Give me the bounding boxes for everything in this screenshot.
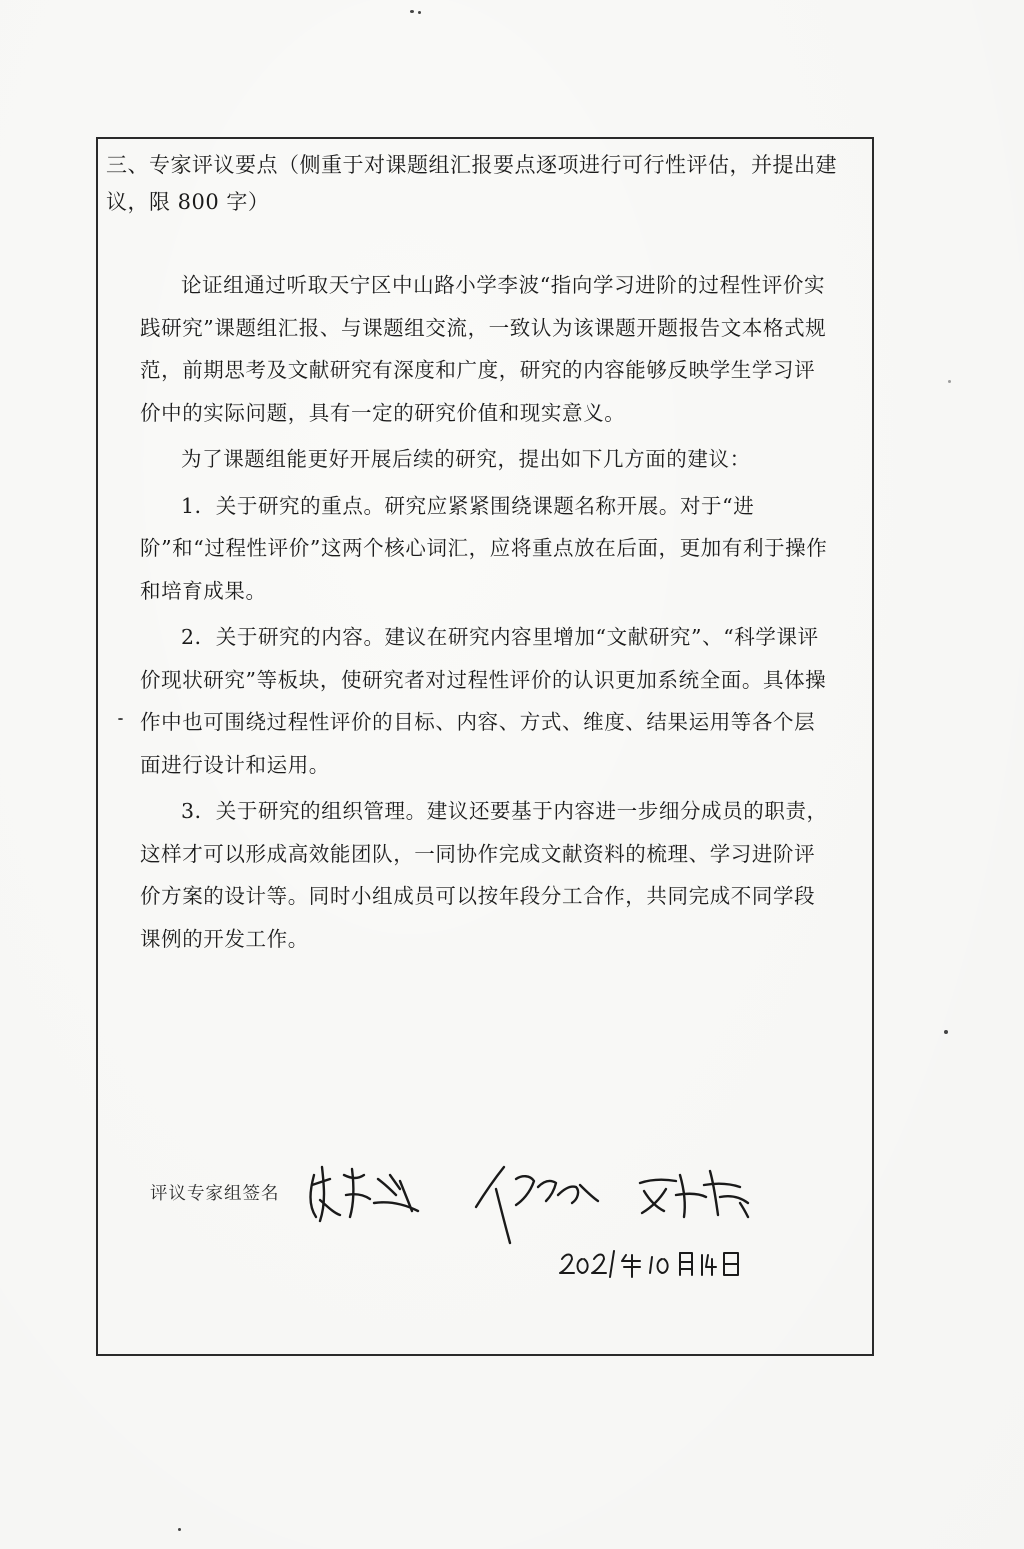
handwritten-signatures [300,1145,780,1245]
paragraph-suggestion-1: 1．关于研究的重点。研究应紧紧围绕课题名称开展。对于“进阶”和“过程性评价”这两个核心词汇，应将重点放在后面，更加有利于操作和培育成果。 [140,493,828,603]
signature-3 [640,1171,748,1217]
paragraph-summary: 论证组通过听取天宁区中山路小学李波“指向学习进阶的过程性评价实践研究”课题组汇报、与课题组交流，一致认为该课题开题报告文本格式规范，前期思考及文献研究有深度和广度，研究的内容能够反映学生学习评价中的实际问题，具有一定的研究价值和现实意义。 [140,273,827,425]
scan-speck [418,11,421,14]
review-body [140,264,830,964]
paragraph-suggestion-2: 2．关于研究的内容。建议在研究内容里增加“文献研究”、“科学课评价现状研究”等板块，使研究者对过程性评价的认识更加系统全面。具体操作中也可围绕过程性评价的目标、内容、方式、维度、结果运用等各个层面进行设计和运用。 [140,625,827,777]
scan-speck [944,1030,948,1034]
handwritten-date [556,1245,756,1281]
signature-1 [311,1167,419,1221]
signature-2 [476,1167,598,1243]
scan-speck [948,380,951,383]
paragraph-intro: 为了课题组能更好开展后续的研究，提出如下几方面的建议： [181,447,751,471]
paragraph-suggestion-3: 3．关于研究的组织管理。建议还要基于内容进一步细分成员的职责，这样才可以形成高效能团队，一同协作完成文献资料的梳理、学习进阶评价方案的设计等。同时小组成员可以按年段分工合作，共同完成不同学段课例的开发工作。 [140,799,828,951]
section-heading: 三、专家评议要点（侧重于对课题组汇报要点逐项进行可行性评估，并提出建议，限 800 字） [106,153,837,214]
signature-label: 评议专家组签名 [150,1184,280,1204]
scan-speck [118,718,123,720]
scan-speck [410,10,414,13]
scan-speck [178,1528,181,1531]
